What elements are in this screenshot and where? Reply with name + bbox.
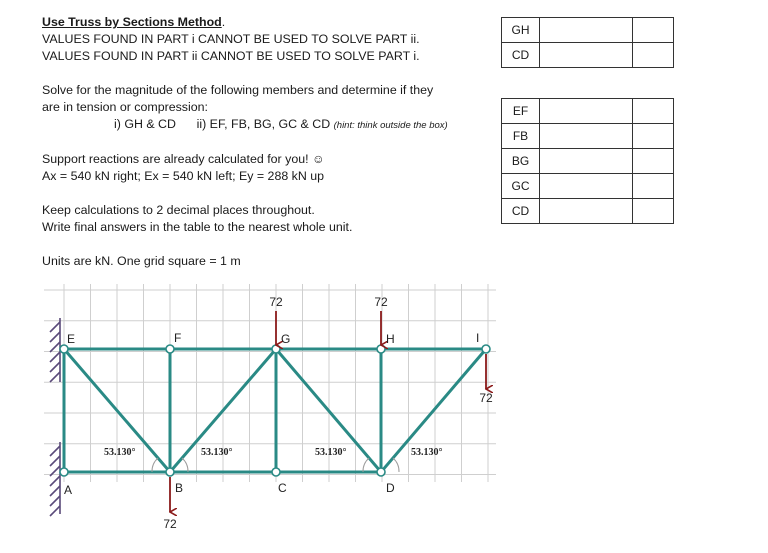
member-label-gh: GH (502, 18, 540, 43)
angle-arc-d (393, 458, 399, 472)
node-label-b: B (175, 481, 184, 495)
calc-line-1: Keep calculations to 2 decimal places throughout. (42, 203, 315, 217)
member-label-gc: GC (502, 174, 540, 199)
support-line-1: Support reactions are already calculated for you! ☺ (42, 152, 325, 166)
member-label-cd-2: CD (502, 199, 540, 224)
joint-a (60, 468, 68, 476)
load-label-g: 72 (269, 295, 283, 309)
support-line-2: Ax = 540 kN right; Ex = 540 kN left; Ey = 288 kN up (42, 169, 325, 183)
node-label-i: I (476, 331, 480, 345)
title-suffix: . (221, 15, 226, 29)
title: Use Truss by Sections Method (42, 15, 222, 29)
node-label-c: C (278, 481, 287, 495)
member-label-fb: FB (502, 124, 540, 149)
task-line-1: Solve for the magnitude of the following members and determine if they (42, 83, 434, 97)
joint-d (377, 468, 385, 476)
angle-label-a: 53.130° (104, 447, 136, 458)
member-label-cd: CD (502, 43, 540, 68)
node-label-d: D (386, 481, 395, 495)
joint-b (166, 468, 174, 476)
angle-arc-a (152, 458, 158, 472)
member-label-ef: EF (502, 99, 540, 124)
joint-f (166, 345, 174, 353)
joint-i (482, 345, 490, 353)
node-label-g: G (281, 332, 291, 346)
angle-arc-c (363, 458, 369, 472)
rule-part-ii: VALUES FOUND IN PART ii CANNOT BE USED TO SOLVE PART i. (42, 49, 420, 63)
parts-list: i) GH & CD ii) EF, FB, BG, GC & CD (114, 117, 331, 131)
load-label-i: 72 (479, 391, 493, 405)
angle-label-b: 53.130° (201, 447, 233, 458)
angle-label-c: 53.130° (315, 447, 347, 458)
node-label-a: A (64, 483, 73, 497)
joint-g (272, 345, 280, 353)
node-label-f: F (174, 331, 182, 345)
joint-h (377, 345, 385, 353)
calc-line-2: Write final answers in the table to the nearest whole unit. (42, 220, 353, 234)
joint-c (272, 468, 280, 476)
wall-support-a (50, 442, 60, 516)
node-label-e: E (67, 332, 76, 346)
node-label-h: H (386, 332, 395, 346)
load-label-b: 72 (163, 517, 177, 531)
wall-support-e (50, 318, 60, 382)
load-label-h: 72 (374, 295, 388, 309)
angle-label-d: 53.130° (411, 447, 443, 458)
task-line-2: are in tension or compression: (42, 100, 208, 114)
units-line: Units are kN. One grid square = 1 m (42, 254, 241, 268)
joint-e (60, 345, 68, 353)
member-label-bg: BG (502, 149, 540, 174)
angle-arc-b (182, 458, 188, 472)
rule-part-i: VALUES FOUND IN PART i CANNOT BE USED TO SOLVE PART ii. (42, 32, 420, 46)
hint: (hint: think outside the box) (333, 120, 448, 131)
